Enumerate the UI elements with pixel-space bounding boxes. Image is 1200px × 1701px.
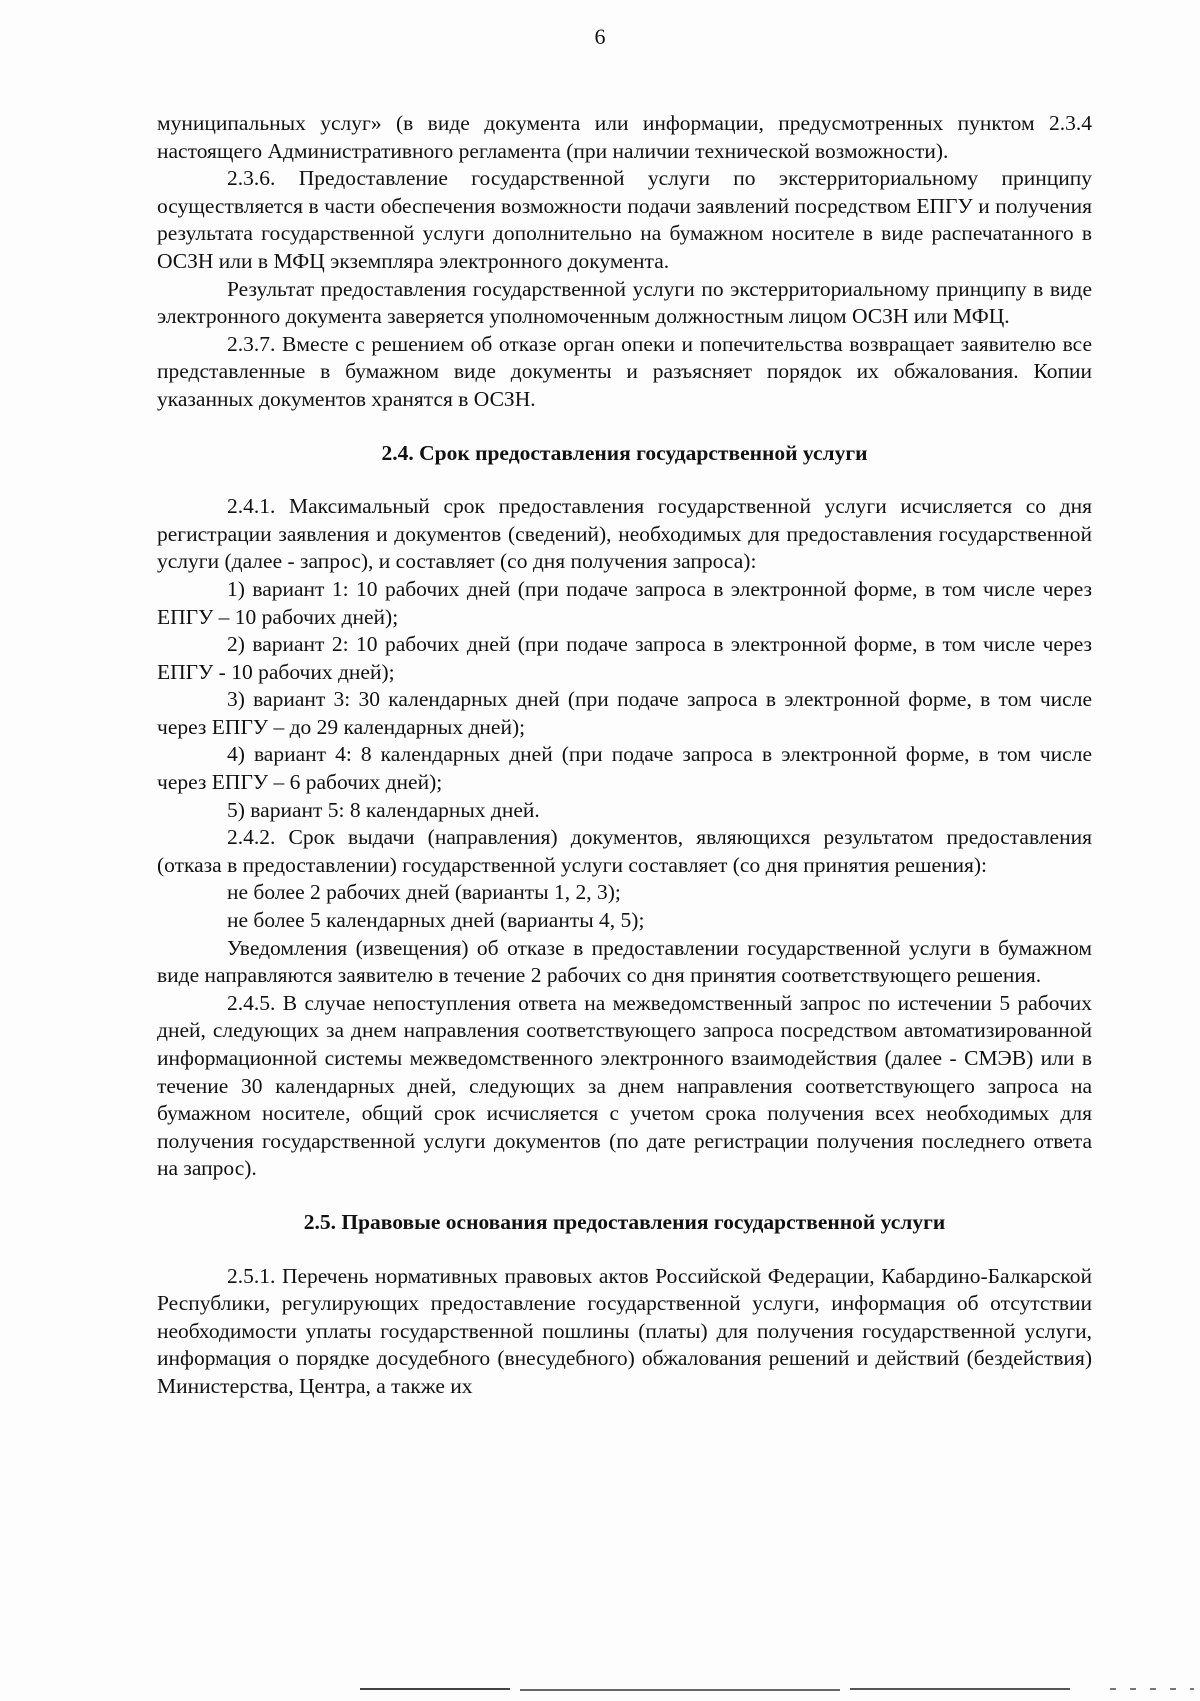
paragraph-2-3-7: 2.3.7. Вместе с решением об отказе орган опеки и попечительства возвращает заявителю все представленные в бумажном виде документы и разъясняет порядок их обжалования. Копии указанных документов хранятся в ОСЗН. [157, 331, 1092, 411]
paragraph-term-5-days: не более 5 календарных дней (варианты 4, 5); [227, 908, 645, 933]
scan-artifact-line [520, 1689, 840, 1691]
list-item-variant-3: 3) вариант 3: 30 календарных дней (при подаче запроса в электронной форме, в том числе через ЕПГУ – до 29 календарных дней); [157, 687, 1092, 739]
paragraph-refusal-notice: Уведомления (извещения) об отказе в предоставлении государственной услуги в бумажном виде направляются заявителю в течение 2 рабочих со дня принятия соответствующего решения. [157, 935, 1092, 988]
paragraph-2-4-1: 2.4.1. Максимальный срок предоставления государственной услуги исчисляется со дня регистрации заявления и документов (сведений), необходимых для предоставления государственной услуги (далее - запрос), и составляет (со дня получения запроса): [157, 494, 1092, 574]
section-heading-2-5: 2.5. Правовые основания предоставления государственной услуги [303, 1209, 946, 1234]
list-item-variant-4: 4) вариант 4: 8 календарных дней (при подаче запроса в электронной форме, в том числе через ЕПГУ – 6 рабочих дней); [157, 742, 1092, 795]
page-number: 6 [594, 24, 606, 49]
paragraph-2-3-6: 2.3.6. Предоставление государственной услуги по экстерриториальному принципу осуществляется в части обеспечения возможности подачи заявлений посредством ЕПГУ и получения результата государственной услуги дополнительно на бумажном носителе в виде распечатанного в ОСЗН или в МФЦ экземпляра электронного документа. [157, 166, 1092, 273]
paragraph-continuation: муниципальных услуг» (в виде документа или информации, предусмотренных пунктом 2.3.4 настоящего Административного регламента (при наличии технической возможности). [157, 111, 1092, 163]
paragraph-term-2-days: не более 2 рабочих дней (варианты 1, 2, 3); [227, 880, 621, 905]
paragraph-2-5-1: 2.5.1. Перечень нормативных правовых актов Российской Федерации, Кабардино-Балкарской Республики, регулирующих предоставление государственной услуги, информация об отсутствии необходимости уплаты государственной пошлины (платы) для получения государственной услуги, информация о порядке досудебного (внесудебного) обжалования решений и действий (бездействия) Министерства, Центра, а также их [157, 1263, 1092, 1398]
section-heading-2-4: 2.4. Срок предоставления государственной услуги [381, 440, 868, 465]
paragraph-result-extraterritorial: Результат предоставления государственной услуги по экстерриториальному принципу в виде электронного документа заверяется уполномоченным должностным лицом ОСЗН или МФЦ. [157, 276, 1092, 329]
scan-artifact-tick [1190, 1688, 1194, 1690]
list-item-variant-1: 1) вариант 1: 10 рабочих дней (при подаче запроса в электронной форме, в том числе через ЕПГУ – 10 рабочих дней); [157, 576, 1092, 629]
scan-artifact-tick [1150, 1688, 1156, 1690]
scan-artifact-line [360, 1688, 510, 1690]
paragraph-2-4-2: 2.4.2. Срок выдачи (направления) документов, являющихся результатом предоставления (отказа в предоставлении) государственной услуги составляет (со дня принятия решения): [157, 825, 1092, 877]
paragraph-2-4-5: 2.4.5. В случае непоступления ответа на межведомственный запрос по истечении 5 рабочих дней, следующих за днем направления соответствующего запроса посредством автоматизированной информационной системы межведомственного электронного взаимодействия (далее - СМЭВ) или в течение 30 календарных дней, следующих за днем направления соответствующего запроса на бумажном носителе, общий срок исчисляется с учетом срока получения всех необходимых для получения государственной услуги документов (по дате регистрации получения последнего ответа на запрос). [157, 990, 1092, 1181]
document-body [157, 110, 1092, 1401]
scan-artifact-tick [1110, 1688, 1116, 1690]
scan-artifact-tick [1130, 1688, 1136, 1690]
list-item-variant-2: 2) вариант 2: 10 рабочих дней (при подаче запроса в электронной форме, в том числе через ЕПГУ - 10 рабочих дней); [157, 632, 1092, 684]
scan-artifact-tick [1170, 1688, 1176, 1690]
list-item-variant-5: 5) вариант 5: 8 календарных дней. [227, 797, 540, 822]
scan-artifact-line [850, 1688, 1070, 1690]
